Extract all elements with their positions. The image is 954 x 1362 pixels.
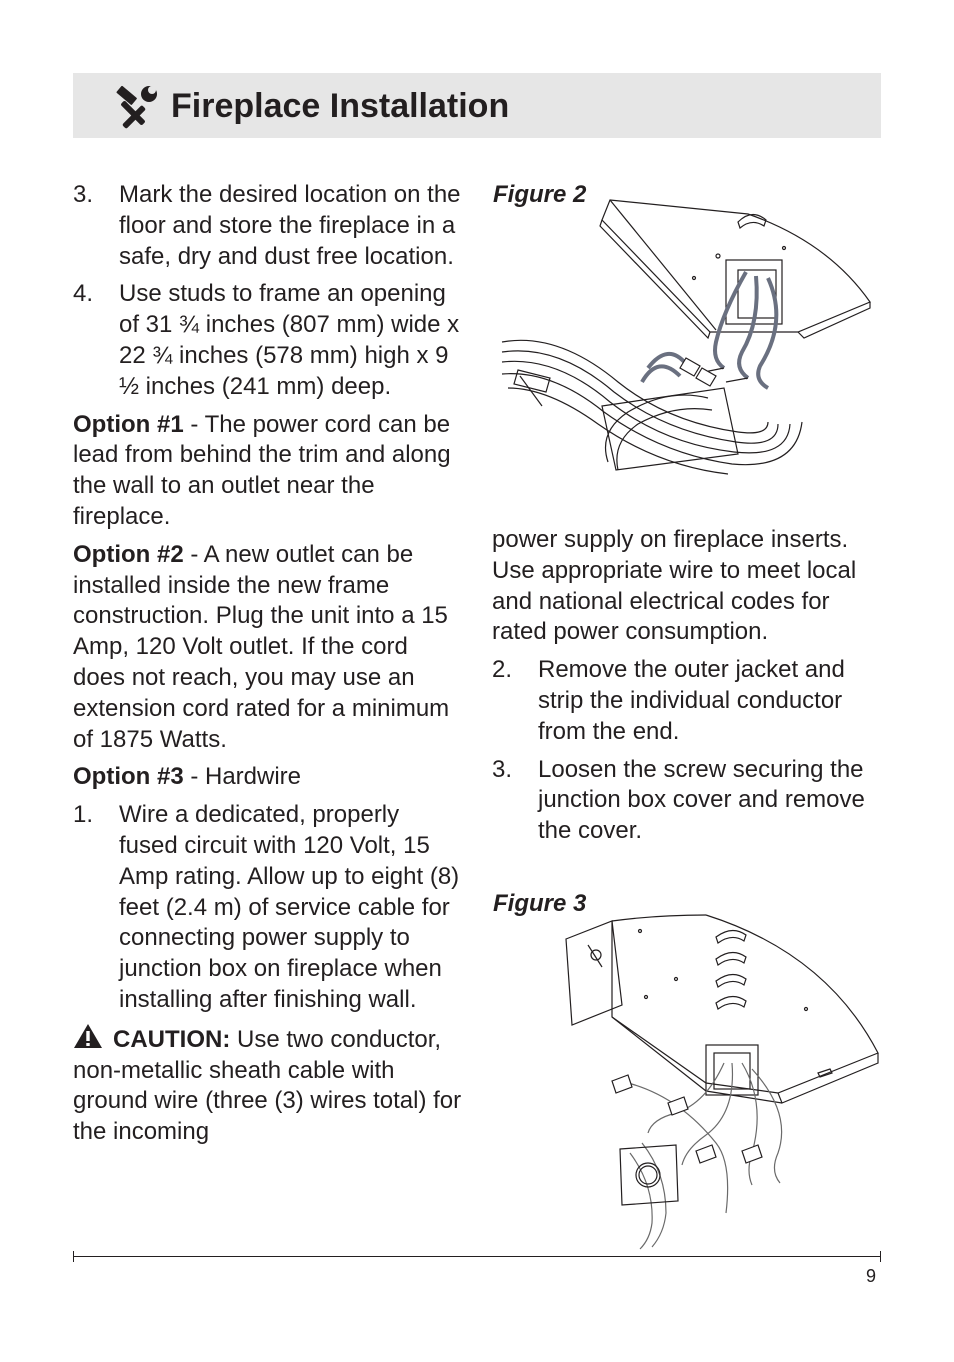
- list-text: Loosen the screw securing the junction box cover and remove the cover.: [538, 755, 865, 845]
- list-number: 3.: [492, 755, 513, 783]
- option-text: - A new outlet can be installed inside the new frame construction. Plug the unit into a 15 Amp, 120 Volt outlet. If the cord does not reach, you may use an extension cord rated for a minimum of 1875 Watts.: [73, 540, 450, 753]
- option-text: - The power cord can be lead from behind the trim and along the wall to an outlet near the fireplace.: [73, 410, 451, 530]
- list-item: [73, 800, 463, 1016]
- list-number: 1.: [73, 801, 94, 829]
- list-text: Remove the outer jacket and strip the individual conductor from the end.: [538, 656, 845, 745]
- warning-icon: [73, 1023, 103, 1049]
- list-item: [492, 755, 882, 847]
- caution-paragraph: [73, 1023, 463, 1148]
- option-text: - Hardwire: [183, 763, 302, 791]
- list-item: [73, 180, 463, 272]
- option-label: Option #1: [73, 410, 184, 438]
- list-text: Wire a dedicated, properly fused circuit with 120 Volt, 15 Amp rating. Allow up to eight (8) feet (2.4 m) of service cable for connecting power supply to junction box on fireplace when installing after finishing wall.: [119, 801, 460, 1013]
- footer-tick-right: [880, 1251, 881, 1262]
- figure-3-label: Figure 3: [493, 890, 587, 917]
- page-number: 9: [866, 1266, 877, 1286]
- footer-rule: [73, 1256, 881, 1257]
- section-header: [73, 73, 881, 138]
- left-column: [73, 180, 463, 1155]
- option-label: Option #3: [73, 763, 184, 791]
- option-1-paragraph: [73, 410, 463, 533]
- list-number: 4.: [73, 280, 94, 308]
- list-text: Use studs to frame an opening of 31 ¾ inches (807 mm) wide x 22 ¾ inches (578 mm) high x 9 ½ inches (241 mm) deep.: [119, 280, 460, 400]
- list-item: [73, 279, 463, 402]
- caution-label: CAUTION:: [113, 1025, 231, 1053]
- option-3-paragraph: [73, 762, 463, 793]
- list-text: Mark the desired location on the floor and store the fireplace in a safe, dry and dust free location.: [119, 181, 461, 270]
- list-number: 2.: [492, 656, 513, 684]
- caution-text: Use two conductor, non-metallic sheath cable with ground wire (three (3) wires total) for the incoming: [73, 1025, 462, 1146]
- figure-2-illustration: [498, 192, 880, 477]
- figure-2-label: Figure 2: [493, 181, 587, 208]
- list-item: [492, 655, 882, 747]
- right-column: [492, 525, 882, 854]
- option-2-paragraph: [73, 540, 463, 756]
- list-number: 3.: [73, 181, 94, 208]
- option-label: Option #2: [73, 540, 184, 568]
- figure-3-illustration: [556, 913, 882, 1250]
- page-title: Fireplace Installation: [171, 87, 510, 125]
- tools-icon: [111, 85, 159, 129]
- footer-tick-left: [73, 1251, 74, 1262]
- caution-continuation: power supply on fireplace inserts. Use appropriate wire to meet local and national electrical codes for rated power consumption.: [492, 526, 857, 646]
